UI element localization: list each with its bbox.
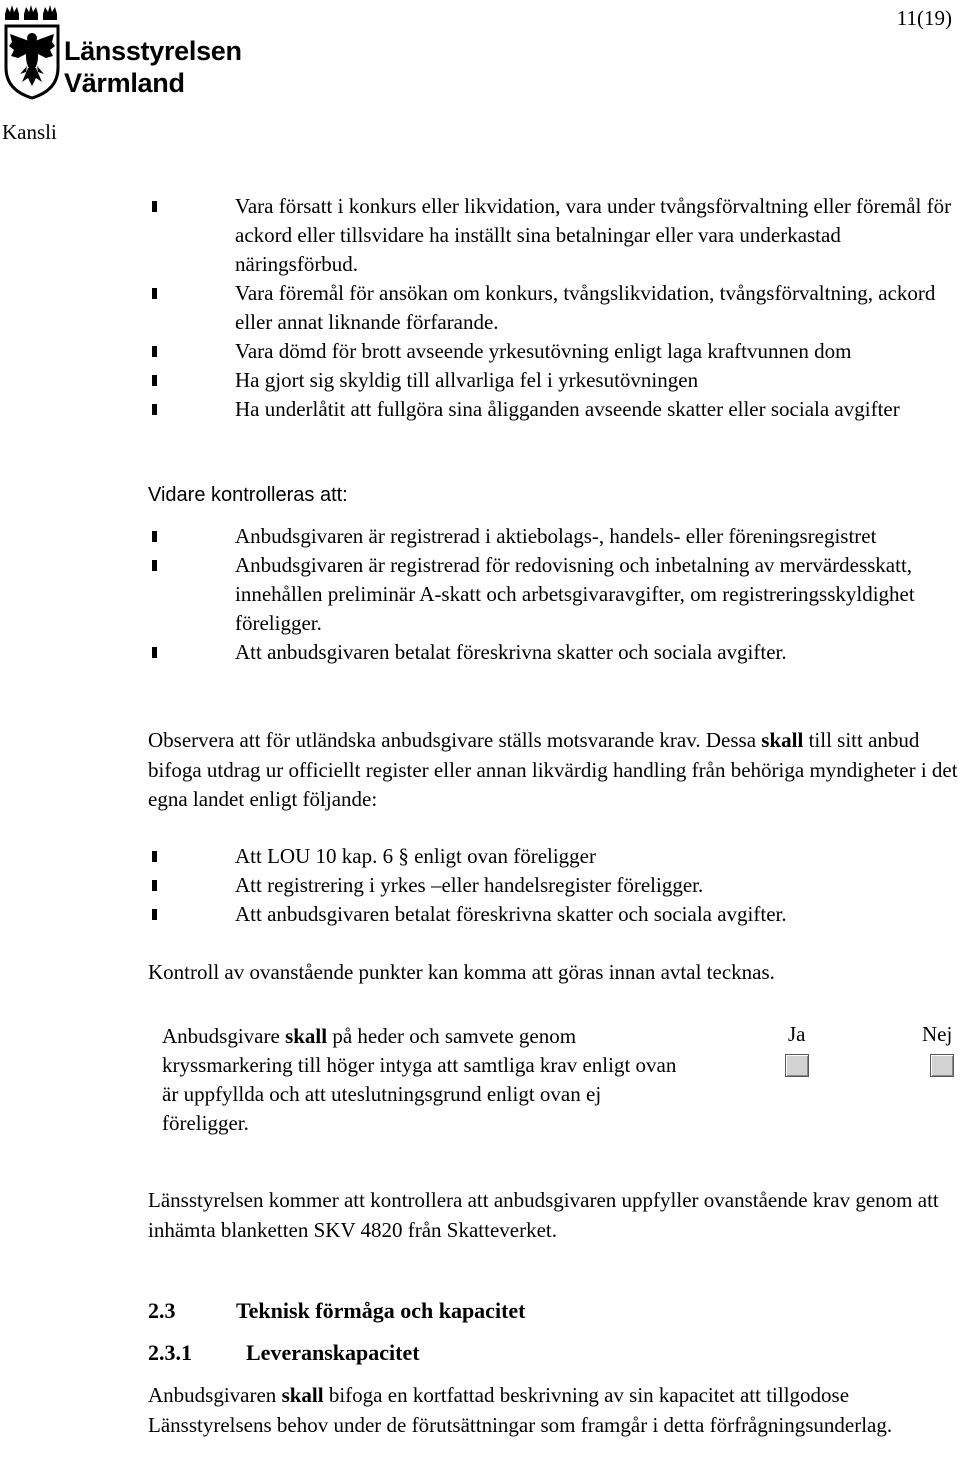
list-item: Att LOU 10 kap. 6 § enligt ovan föreligger — [148, 842, 960, 871]
control-list — [148, 522, 960, 667]
yes-checkbox[interactable] — [785, 1054, 809, 1077]
no-label: Nej — [922, 1022, 953, 1046]
control-note: Kontroll av ovanstående punkter kan komma att göras innan avtal tecknas. — [148, 960, 775, 984]
no-checkbox[interactable] — [930, 1054, 954, 1077]
square-bullet-icon — [152, 201, 157, 212]
organization-region: Värmland — [64, 68, 185, 98]
subsection-title: Leveranskapacitet — [246, 1340, 420, 1365]
confirmation-text: Anbudsgivare skall på heder och samvete genom kryssmarkering till höger intyga att samtliga krav enligt ovan är uppfyllda och att uteslutningsgrund enligt ovan ej föreligger. — [162, 1024, 677, 1135]
list-item: Ha gjort sig skyldig till allvarliga fel i yrkesutövningen — [148, 366, 960, 395]
square-bullet-icon — [152, 404, 157, 415]
skv-paragraph: Länsstyrelsen kommer att kontrollera att anbudsgivaren uppfyller ovanstående krav genom att inhämta blanketten SKV 4820 från Skatteverket. — [148, 1188, 939, 1242]
capacity-paragraph: Anbudsgivaren skall bifoga en kortfattad beskrivning av sin kapacitet att tillgodose Länsstyrelsens behov under de förutsättningar som framgår i detta förfrågningsunderlag. — [148, 1383, 893, 1437]
list-item: Att anbudsgivaren betalat föreskrivna skatter och sociala avgifter. — [148, 900, 960, 929]
square-bullet-icon — [152, 375, 157, 386]
coat-of-arms-logo-icon — [2, 2, 62, 100]
section-number: 2.3 — [148, 1298, 176, 1323]
controls-heading: Vidare kontrolleras att: — [148, 484, 348, 506]
list-item: Att anbudsgivaren betalat föreskrivna skatter och sociala avgifter. — [148, 638, 960, 667]
square-bullet-icon — [152, 851, 157, 862]
square-bullet-icon — [152, 560, 157, 571]
section-title: Teknisk förmåga och kapacitet — [236, 1298, 526, 1323]
yes-label: Ja — [788, 1022, 806, 1046]
subsection-number: 2.3.1 — [148, 1340, 192, 1365]
foreign-bidders-paragraph: Observera att för utländska anbudsgivare ställs motsvarande krav. Dessa skall till sitt anbud bifoga utdrag ur officiellt register eller annan likvärdig handling från behöriga myndigheter i det egna landet enligt följande: — [148, 728, 958, 811]
list-item: Ha underlåtit att fullgöra sina åligganden avseende skatter eller sociala avgifter — [148, 395, 960, 424]
list-item: Vara föremål för ansökan om konkurs, tvångslikvidation, tvångsförvaltning, ackord eller annat liknande förfarande. — [148, 279, 960, 337]
square-bullet-icon — [152, 647, 157, 658]
organization-name: Länsstyrelsen — [64, 36, 242, 66]
department-label: Kansli — [2, 120, 57, 144]
page-number: 11(19) — [896, 6, 952, 30]
square-bullet-icon — [152, 880, 157, 891]
list-item: Att registrering i yrkes –eller handelsregister föreligger. — [148, 871, 960, 900]
list-item: Vara försatt i konkurs eller likvidation, vara under tvångsförvaltning eller föremål för ackord eller tillsvidare ha inställt sina betalningar eller vara underkastad näringsförbud. — [148, 192, 960, 279]
square-bullet-icon — [152, 346, 157, 357]
square-bullet-icon — [152, 531, 157, 542]
square-bullet-icon — [152, 909, 157, 920]
list-item: Anbudsgivaren är registrerad i aktiebolags-, handels- eller föreningsregistret — [148, 522, 960, 551]
list-item: Vara dömd för brott avseende yrkesutövning enligt laga kraftvunnen dom — [148, 337, 960, 366]
exclusion-list — [148, 192, 960, 424]
list-item: Anbudsgivaren är registrerad för redovisning och inbetalning av mervärdesskatt, innehållen preliminär A-skatt och arbetsgivaravgifter, om registreringsskyldighet föreligger. — [148, 551, 960, 638]
square-bullet-icon — [152, 288, 157, 299]
foreign-list — [148, 842, 960, 929]
